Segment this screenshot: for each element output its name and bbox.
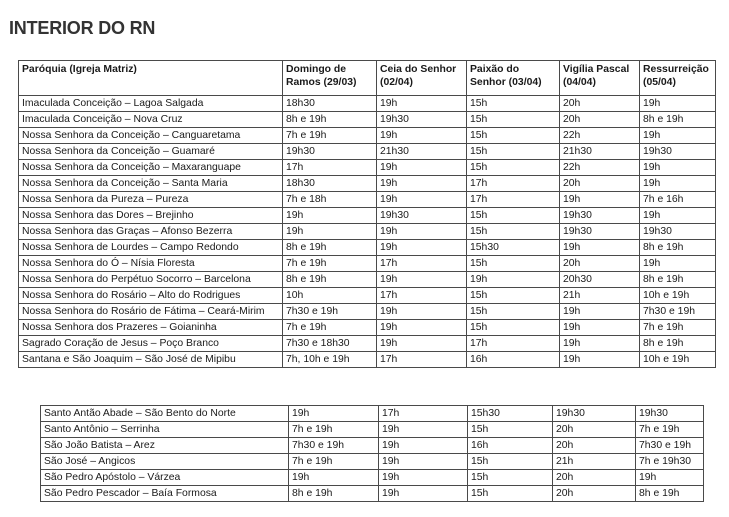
easter-vigil-cell: 19h30 bbox=[560, 224, 640, 240]
table-row bbox=[19, 240, 716, 256]
table-row bbox=[19, 288, 716, 304]
easter-vigil-cell: 20h bbox=[553, 470, 636, 486]
header-lords-supper: Ceia do Senhor (02/04) bbox=[377, 61, 467, 96]
parish-cell: Imaculada Conceição – Nova Cruz bbox=[19, 112, 283, 128]
table-row bbox=[41, 454, 704, 470]
table-row bbox=[19, 176, 716, 192]
palm-sunday-cell: 7h e 19h bbox=[283, 320, 377, 336]
resurrection-cell: 19h bbox=[640, 176, 716, 192]
passion-cell: 15h bbox=[467, 128, 560, 144]
lords-supper-cell: 19h bbox=[377, 240, 467, 256]
passion-cell: 15h bbox=[467, 288, 560, 304]
palm-sunday-cell: 19h bbox=[289, 470, 379, 486]
header-parish: Paróquia (Igreja Matriz) bbox=[19, 61, 283, 96]
easter-vigil-cell: 21h bbox=[560, 288, 640, 304]
passion-cell: 15h bbox=[468, 486, 553, 502]
lords-supper-cell: 17h bbox=[377, 352, 467, 368]
passion-cell: 17h bbox=[467, 192, 560, 208]
parish-cell: Nossa Senhora das Graças – Afonso Bezerra bbox=[19, 224, 283, 240]
palm-sunday-cell: 8h e 19h bbox=[289, 486, 379, 502]
table-row bbox=[19, 128, 716, 144]
palm-sunday-cell: 19h bbox=[283, 208, 377, 224]
parish-cell: Nossa Senhora do Rosário de Fátima – Ceará-Mirim bbox=[19, 304, 283, 320]
table-header-row bbox=[19, 61, 716, 96]
palm-sunday-cell: 18h30 bbox=[283, 96, 377, 112]
easter-vigil-cell: 20h bbox=[560, 256, 640, 272]
lords-supper-cell: 19h bbox=[377, 336, 467, 352]
resurrection-cell: 19h bbox=[640, 160, 716, 176]
lords-supper-cell: 19h bbox=[377, 224, 467, 240]
resurrection-cell: 10h e 19h bbox=[640, 288, 716, 304]
page-title: INTERIOR DO RN bbox=[9, 18, 156, 38]
header-passion: Paixão do Senhor (03/04) bbox=[467, 61, 560, 96]
lords-supper-cell: 19h bbox=[379, 422, 468, 438]
easter-vigil-cell: 19h bbox=[560, 336, 640, 352]
easter-vigil-cell: 22h bbox=[560, 128, 640, 144]
lords-supper-cell: 19h30 bbox=[377, 208, 467, 224]
parish-cell: Nossa Senhora dos Prazeres – Goianinha bbox=[19, 320, 283, 336]
resurrection-cell: 7h30 e 19h bbox=[640, 304, 716, 320]
passion-cell: 19h bbox=[467, 272, 560, 288]
parish-cell: Santo Antão Abade – São Bento do Norte bbox=[41, 406, 289, 422]
easter-vigil-cell: 20h bbox=[560, 176, 640, 192]
resurrection-cell: 7h e 19h30 bbox=[636, 454, 704, 470]
resurrection-cell: 19h bbox=[640, 256, 716, 272]
parish-cell: Nossa Senhora de Lourdes – Campo Redondo bbox=[19, 240, 283, 256]
easter-vigil-cell: 20h bbox=[560, 112, 640, 128]
parish-cell: Imaculada Conceição – Lagoa Salgada bbox=[19, 96, 283, 112]
lords-supper-cell: 19h bbox=[377, 320, 467, 336]
passion-cell: 15h bbox=[467, 160, 560, 176]
parish-cell: São Pedro Pescador – Baía Formosa bbox=[41, 486, 289, 502]
resurrection-cell: 19h30 bbox=[640, 144, 716, 160]
resurrection-cell: 7h e 19h bbox=[636, 422, 704, 438]
passion-cell: 16h bbox=[468, 438, 553, 454]
table-row bbox=[19, 320, 716, 336]
passion-cell: 15h bbox=[467, 304, 560, 320]
table-row bbox=[19, 208, 716, 224]
table-row bbox=[19, 304, 716, 320]
passion-cell: 15h30 bbox=[468, 406, 553, 422]
resurrection-cell: 8h e 19h bbox=[640, 272, 716, 288]
palm-sunday-cell: 18h30 bbox=[283, 176, 377, 192]
passion-cell: 15h bbox=[467, 144, 560, 160]
table-row bbox=[41, 422, 704, 438]
parish-cell: Nossa Senhora do Ó – Nísia Floresta bbox=[19, 256, 283, 272]
resurrection-cell: 19h30 bbox=[640, 224, 716, 240]
lords-supper-cell: 17h bbox=[377, 256, 467, 272]
lords-supper-cell: 19h bbox=[377, 176, 467, 192]
easter-vigil-cell: 21h bbox=[553, 454, 636, 470]
palm-sunday-cell: 7h e 19h bbox=[289, 454, 379, 470]
resurrection-cell: 19h bbox=[640, 128, 716, 144]
header-easter-vigil: Vigília Pascal (04/04) bbox=[560, 61, 640, 96]
easter-vigil-cell: 20h bbox=[553, 422, 636, 438]
table-row bbox=[19, 144, 716, 160]
lords-supper-cell: 19h bbox=[379, 470, 468, 486]
table-row bbox=[41, 486, 704, 502]
passion-cell: 15h30 bbox=[467, 240, 560, 256]
easter-vigil-cell: 19h bbox=[560, 352, 640, 368]
lords-supper-cell: 19h bbox=[377, 272, 467, 288]
passion-cell: 15h bbox=[467, 96, 560, 112]
palm-sunday-cell: 17h bbox=[283, 160, 377, 176]
palm-sunday-cell: 7h e 19h bbox=[289, 422, 379, 438]
palm-sunday-cell: 7h e 18h bbox=[283, 192, 377, 208]
passion-cell: 15h bbox=[467, 224, 560, 240]
schedule-table-continued bbox=[40, 405, 704, 502]
easter-vigil-cell: 20h30 bbox=[560, 272, 640, 288]
parish-cell: Nossa Senhora do Perpétuo Socorro – Barcelona bbox=[19, 272, 283, 288]
resurrection-cell: 7h30 e 19h bbox=[636, 438, 704, 454]
easter-vigil-cell: 19h30 bbox=[560, 208, 640, 224]
palm-sunday-cell: 8h e 19h bbox=[283, 240, 377, 256]
table-row bbox=[19, 256, 716, 272]
palm-sunday-cell: 7h, 10h e 19h bbox=[283, 352, 377, 368]
resurrection-cell: 7h e 19h bbox=[640, 320, 716, 336]
palm-sunday-cell: 7h e 19h bbox=[283, 128, 377, 144]
parish-cell: Nossa Senhora do Rosário – Alto do Rodrigues bbox=[19, 288, 283, 304]
passion-cell: 16h bbox=[467, 352, 560, 368]
palm-sunday-cell: 7h30 e 19h bbox=[289, 438, 379, 454]
easter-vigil-cell: 19h30 bbox=[553, 406, 636, 422]
easter-vigil-cell: 19h bbox=[560, 192, 640, 208]
table-row bbox=[19, 224, 716, 240]
easter-vigil-cell: 19h bbox=[560, 320, 640, 336]
passion-cell: 17h bbox=[467, 176, 560, 192]
palm-sunday-cell: 8h e 19h bbox=[283, 112, 377, 128]
parish-cell: Nossa Senhora da Pureza – Pureza bbox=[19, 192, 283, 208]
table-row bbox=[41, 406, 704, 422]
palm-sunday-cell: 19h bbox=[289, 406, 379, 422]
table-row bbox=[41, 470, 704, 486]
parish-cell: São João Batista – Arez bbox=[41, 438, 289, 454]
easter-vigil-cell: 20h bbox=[553, 438, 636, 454]
palm-sunday-cell: 7h30 e 18h30 bbox=[283, 336, 377, 352]
palm-sunday-cell: 8h e 19h bbox=[283, 272, 377, 288]
lords-supper-cell: 19h bbox=[377, 304, 467, 320]
lords-supper-cell: 17h bbox=[379, 406, 468, 422]
palm-sunday-cell: 19h bbox=[283, 224, 377, 240]
passion-cell: 15h bbox=[467, 112, 560, 128]
lords-supper-cell: 19h bbox=[377, 192, 467, 208]
lords-supper-cell: 19h bbox=[379, 454, 468, 470]
passion-cell: 17h bbox=[467, 336, 560, 352]
parish-cell: Nossa Senhora da Conceição – Santa Maria bbox=[19, 176, 283, 192]
lords-supper-cell: 19h bbox=[377, 128, 467, 144]
passion-cell: 15h bbox=[468, 422, 553, 438]
resurrection-cell: 8h e 19h bbox=[636, 486, 704, 502]
passion-cell: 15h bbox=[468, 454, 553, 470]
lords-supper-cell: 21h30 bbox=[377, 144, 467, 160]
resurrection-cell: 19h30 bbox=[636, 406, 704, 422]
passion-cell: 15h bbox=[467, 208, 560, 224]
easter-vigil-cell: 21h30 bbox=[560, 144, 640, 160]
table-row bbox=[19, 336, 716, 352]
palm-sunday-cell: 10h bbox=[283, 288, 377, 304]
palm-sunday-cell: 7h30 e 19h bbox=[283, 304, 377, 320]
lords-supper-cell: 19h bbox=[379, 486, 468, 502]
schedule-table-main bbox=[18, 60, 716, 368]
table-row bbox=[41, 438, 704, 454]
parish-cell: Nossa Senhora da Conceição – Canguaretama bbox=[19, 128, 283, 144]
easter-vigil-cell: 22h bbox=[560, 160, 640, 176]
palm-sunday-cell: 19h30 bbox=[283, 144, 377, 160]
resurrection-cell: 8h e 19h bbox=[640, 336, 716, 352]
passion-cell: 15h bbox=[467, 320, 560, 336]
easter-vigil-cell: 20h bbox=[553, 486, 636, 502]
lords-supper-cell: 19h bbox=[379, 438, 468, 454]
easter-vigil-cell: 19h bbox=[560, 240, 640, 256]
resurrection-cell: 19h bbox=[640, 96, 716, 112]
easter-vigil-cell: 19h bbox=[560, 304, 640, 320]
header-palm-sunday: Domingo de Ramos (29/03) bbox=[283, 61, 377, 96]
table-row bbox=[19, 96, 716, 112]
lords-supper-cell: 19h bbox=[377, 96, 467, 112]
table-row bbox=[19, 272, 716, 288]
palm-sunday-cell: 7h e 19h bbox=[283, 256, 377, 272]
table-row bbox=[19, 160, 716, 176]
parish-cell: Sagrado Coração de Jesus – Poço Branco bbox=[19, 336, 283, 352]
lords-supper-cell: 19h30 bbox=[377, 112, 467, 128]
parish-cell: São Pedro Apóstolo – Várzea bbox=[41, 470, 289, 486]
easter-vigil-cell: 20h bbox=[560, 96, 640, 112]
header-resurrection: Ressurreição (05/04) bbox=[640, 61, 716, 96]
resurrection-cell: 19h bbox=[636, 470, 704, 486]
lords-supper-cell: 19h bbox=[377, 160, 467, 176]
passion-cell: 15h bbox=[468, 470, 553, 486]
parish-cell: Nossa Senhora da Conceição – Maxaranguape bbox=[19, 160, 283, 176]
resurrection-cell: 7h e 16h bbox=[640, 192, 716, 208]
resurrection-cell: 10h e 19h bbox=[640, 352, 716, 368]
table-row bbox=[19, 192, 716, 208]
parish-cell: Nossa Senhora da Conceição – Guamaré bbox=[19, 144, 283, 160]
resurrection-cell: 8h e 19h bbox=[640, 240, 716, 256]
parish-cell: São José – Angicos bbox=[41, 454, 289, 470]
parish-cell: Santo Antônio – Serrinha bbox=[41, 422, 289, 438]
lords-supper-cell: 17h bbox=[377, 288, 467, 304]
resurrection-cell: 8h e 19h bbox=[640, 112, 716, 128]
table-row bbox=[19, 112, 716, 128]
table-row bbox=[19, 352, 716, 368]
resurrection-cell: 19h bbox=[640, 208, 716, 224]
parish-cell: Santana e São Joaquim – São José de Mipibu bbox=[19, 352, 283, 368]
parish-cell: Nossa Senhora das Dores – Brejinho bbox=[19, 208, 283, 224]
passion-cell: 15h bbox=[467, 256, 560, 272]
